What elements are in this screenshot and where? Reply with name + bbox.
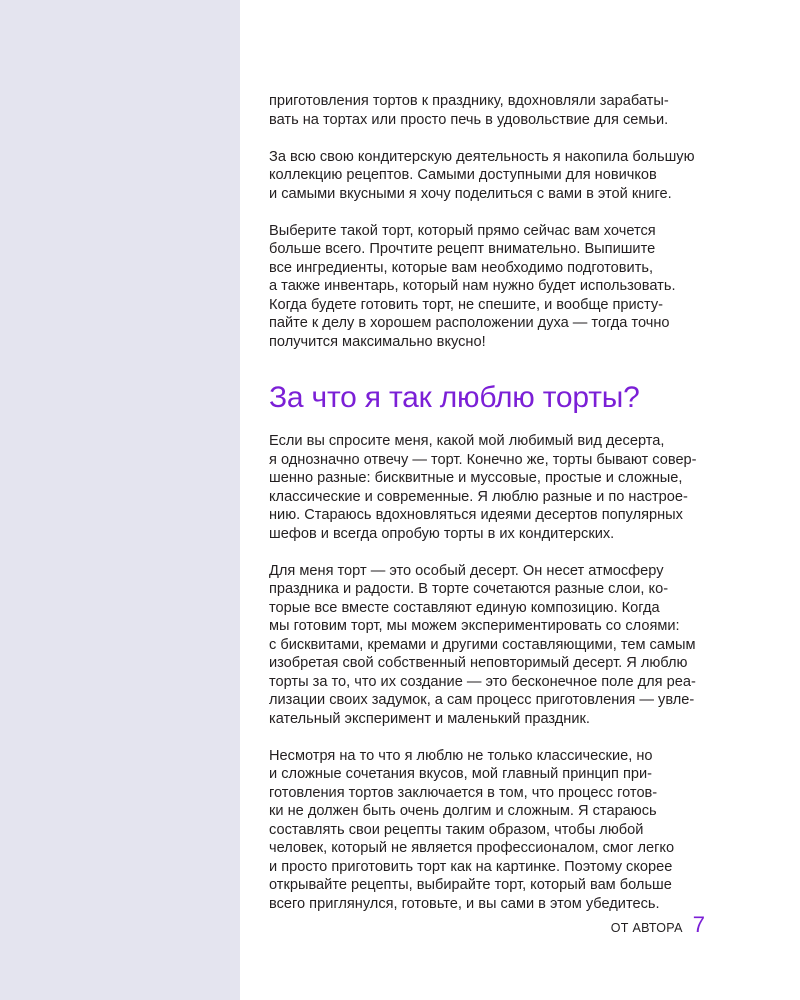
text-line: с бисквитами, кремами и другими составляющими, тем самым [269,636,696,653]
text-line: лизации своих задумок, а сам процесс приготовления — увле- [269,692,695,708]
section-name: ОТ АВТОРА [610,921,683,935]
text-line: получится максимально вкусно! [269,333,486,350]
paragraph-5 [269,562,709,729]
text-line: я однозначно отвечу — торт. Конечно же, торты бывают совер- [269,451,697,468]
text-line: нию. Стараюсь вдохновляться идеями десертов популярных [269,507,683,523]
text-line: открывайте рецепты, выбирайте торт, который вам больше [269,877,672,893]
text-line: готовления тортов заключается в том, что процесс готов- [269,784,658,801]
paragraph-2 [269,148,709,204]
side-band [0,0,240,1000]
text-line: Если вы спросите меня, какой мой любимый вид десерта, [269,433,665,449]
text-line: Для меня торт — это особый десерт. Он несет атмосферу [269,562,664,579]
text-line: коллекцию рецептов. Самыми доступными для новичков [269,167,657,183]
text-line: всего приглянулся, готовьте, и вы сами в этом убедитесь. [269,895,660,912]
text-line: шефов и всегда опробую торты в их кондитерских. [269,525,615,542]
paragraph-1 [269,92,709,129]
text-line: мы готовим торт, мы можем экспериментировать со слоями: [269,618,680,634]
text-line: а также инвентарь, который нам нужно будет использовать. [269,278,676,294]
text-line: все ингредиенты, которые вам необходимо подготовить, [269,259,654,276]
page-footer [611,912,705,938]
page-number: 7 [692,912,705,937]
paragraph-4 [269,432,709,543]
text-line: классические и современные. Я люблю разные и по настрое- [269,488,688,505]
text-line: приготовления тортов к празднику, вдохновляли зарабаты- [269,93,669,109]
paragraph-3 [269,222,709,352]
text-line: кательный эксперимент и маленький праздник. [269,710,590,727]
text-line: шенно разные: бисквитные и муссовые, простые и сложные, [269,470,683,486]
text-line: Когда будете готовить торт, не спешите, и вообще присту- [269,296,663,313]
text-line: праздника и радости. В торте сочетаются разные слои, ко- [269,581,669,597]
text-line: и сложные сочетания вкусов, мой главный принцип при- [269,766,653,782]
text-line: вать на тортах или просто печь в удовольствие для семьи. [269,111,669,128]
text-line: человек, который не является профессионалом, смог легко [269,840,675,856]
text-line: торты за то, что их создание — это бесконечное поле для реа- [269,673,696,690]
text-line: За всю свою кондитерскую деятельность я накопила большую [269,148,695,165]
text-line: больше всего. Прочтите рецепт внимательно. Выпишите [269,241,656,257]
section-heading: За что я так люблю торты? [269,381,640,414]
text-line: Выберите такой торт, который прямо сейчас вам хочется [269,222,656,239]
text-line: составлять свои рецепты таким образом, чтобы любой [269,821,644,838]
text-line: Несмотря на то что я люблю не только классические, но [269,747,653,764]
text-line: и просто приготовить торт как на картинке. Поэтому скорее [269,858,673,875]
text-line: пайте к делу в хорошем расположении духа — тогда точно [269,315,670,331]
text-line: ки не должен быть очень долгим и сложным. Я стараюсь [269,803,657,819]
text-column [269,92,709,913]
text-line: и самыми вкусными я хочу поделиться с вами в этой книге. [269,185,672,202]
paragraph-6 [269,747,709,914]
text-line: изобретая свой собственный неповторимый десерт. Я люблю [269,655,688,671]
text-line: торые все вместе составляют единую композицию. Когда [269,599,660,616]
